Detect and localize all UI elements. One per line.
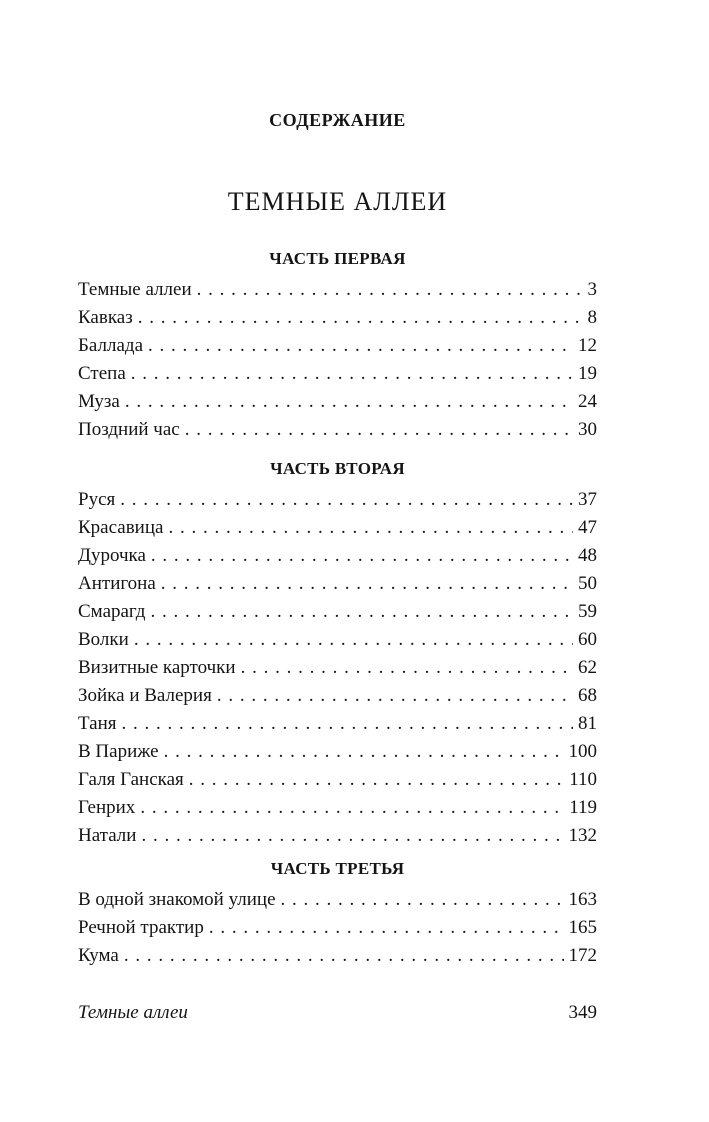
toc-entry <box>78 886 597 914</box>
dot-leader <box>185 416 573 444</box>
entry-page: 62 <box>578 657 597 678</box>
toc-entry <box>78 542 597 570</box>
entry-title: Кума <box>78 945 119 966</box>
entry-title: Кавказ <box>78 307 133 328</box>
entry-page: 48 <box>578 545 597 566</box>
entry-page: 19 <box>578 363 597 384</box>
entry-page: 132 <box>568 825 597 846</box>
entry-page: 30 <box>578 419 597 440</box>
toc-entry <box>78 626 597 654</box>
section-title: ЧАСТЬ ПЕРВАЯ <box>269 249 406 268</box>
entry-title: Поздний час <box>78 419 180 440</box>
entry-page: 163 <box>568 889 597 910</box>
dot-leader <box>217 682 573 710</box>
section-title: ЧАСТЬ ВТОРАЯ <box>270 459 405 478</box>
entry-page: 68 <box>578 685 597 706</box>
toc-entry <box>78 654 597 682</box>
entry-page: 3 <box>587 279 597 300</box>
toc-section <box>78 858 597 970</box>
entry-title: Речной трактир <box>78 917 204 938</box>
toc-entry <box>78 514 597 542</box>
entry-page: 59 <box>578 601 597 622</box>
dot-leader <box>161 570 573 598</box>
toc-entry <box>78 598 597 626</box>
book-title: ТЕМНЫЕ АЛЛЕИ <box>227 187 448 216</box>
toc-entry <box>78 388 597 416</box>
toc-entry <box>78 570 597 598</box>
section-entries <box>78 276 597 444</box>
toc-entry <box>78 766 597 794</box>
entry-title: Руся <box>78 489 116 510</box>
dot-leader <box>209 914 564 942</box>
dot-leader <box>189 766 564 794</box>
entry-title: Смарагд <box>78 601 146 622</box>
toc-entry <box>78 276 597 304</box>
section-title: ЧАСТЬ ТРЕТЬЯ <box>270 859 405 878</box>
footer-book-name: Темные аллеи <box>78 1002 188 1023</box>
toc-entry <box>78 942 597 970</box>
entry-title: Степа <box>78 363 126 384</box>
entry-title: Натали <box>78 825 137 846</box>
dot-leader <box>140 794 564 822</box>
dot-leader <box>141 822 563 850</box>
toc-title: СОДЕРЖАНИЕ <box>269 110 406 130</box>
entry-page: 47 <box>578 517 597 538</box>
entry-title: Муза <box>78 391 120 412</box>
entry-page: 24 <box>578 391 597 412</box>
toc-entry <box>78 682 597 710</box>
toc-section <box>78 458 597 850</box>
toc-entry <box>78 794 597 822</box>
dot-leader <box>125 388 573 416</box>
entry-page: 12 <box>578 335 597 356</box>
toc-entry <box>78 822 597 850</box>
entry-title: Визитные карточки <box>78 657 236 678</box>
entry-title: В одной знакомой улице <box>78 889 276 910</box>
toc-sections <box>78 248 597 970</box>
entry-page: 119 <box>569 797 597 818</box>
toc-entry <box>78 360 597 388</box>
dot-leader <box>120 486 573 514</box>
section-entries <box>78 486 597 850</box>
footer-page-number: 349 <box>568 1002 597 1023</box>
dot-leader <box>121 710 573 738</box>
entry-page: 100 <box>568 741 597 762</box>
entry-page: 110 <box>569 769 597 790</box>
toc-entry <box>78 738 597 766</box>
entry-page: 172 <box>568 945 597 966</box>
entry-page: 50 <box>578 573 597 594</box>
entry-page: 8 <box>587 307 597 328</box>
dot-leader <box>168 514 573 542</box>
entry-title: Темные аллеи <box>78 279 192 300</box>
entry-title: Красавица <box>78 517 164 538</box>
toc-entry <box>78 416 597 444</box>
dot-leader <box>138 304 583 332</box>
dot-leader <box>134 626 573 654</box>
dot-leader <box>150 598 573 626</box>
entry-title: В Париже <box>78 741 159 762</box>
entry-title: Баллада <box>78 335 144 356</box>
entry-page: 165 <box>568 917 597 938</box>
entry-title: Таня <box>78 713 117 734</box>
dot-leader <box>148 332 573 360</box>
entry-title: Дурочка <box>78 545 146 566</box>
section-entries <box>78 886 597 970</box>
toc-entry <box>78 486 597 514</box>
toc-content <box>78 0 597 970</box>
entry-page: 81 <box>578 713 597 734</box>
page-footer <box>78 1001 597 1025</box>
entry-title: Антигона <box>78 573 156 594</box>
entry-title: Волки <box>78 629 129 650</box>
toc-entry <box>78 710 597 738</box>
entry-title: Зойка и Валерия <box>78 685 212 706</box>
toc-section <box>78 248 597 444</box>
dot-leader <box>241 654 573 682</box>
toc-entry <box>78 914 597 942</box>
entry-title: Галя Ганская <box>78 769 184 790</box>
dot-leader <box>131 360 573 388</box>
entry-page: 60 <box>578 629 597 650</box>
dot-leader <box>151 542 573 570</box>
dot-leader <box>124 942 564 970</box>
toc-entry <box>78 332 597 360</box>
dot-leader <box>197 276 583 304</box>
entry-title: Генрих <box>78 797 136 818</box>
dot-leader <box>164 738 564 766</box>
dot-leader <box>281 886 564 914</box>
entry-page: 37 <box>578 489 597 510</box>
toc-entry <box>78 304 597 332</box>
